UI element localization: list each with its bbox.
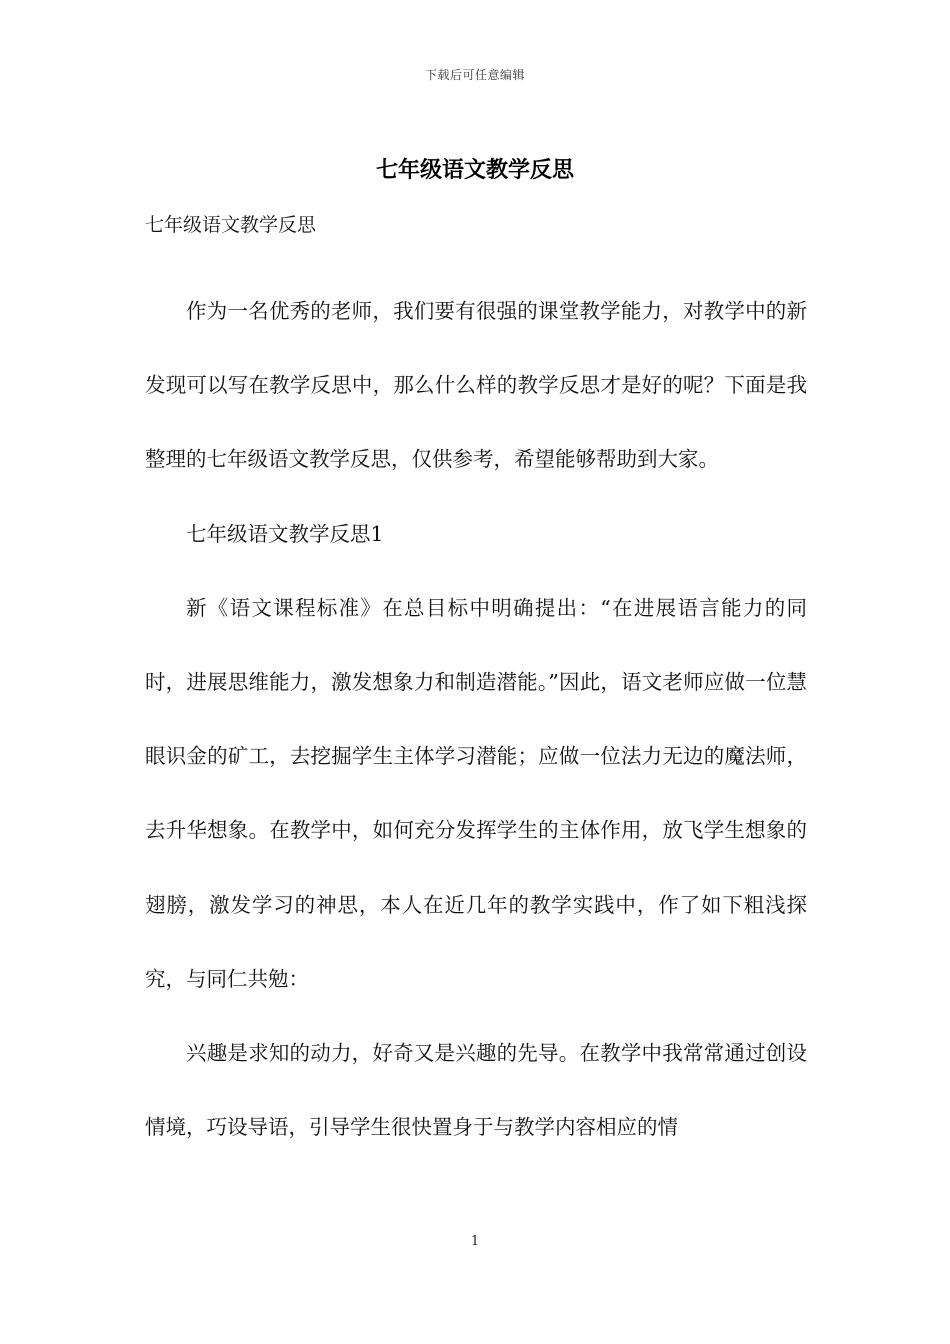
paragraph-body: 兴趣是求知的动力，好奇又是兴趣的先导。在教学中我常常通过创设情境，巧设导语，引导学生很快置身于与教学内容相应的情 (145, 1041, 807, 1140)
document-subtitle: 七年级语文教学反思 (145, 214, 317, 236)
paragraph-intro: 作为一名优秀的老师，我们要有很强的课堂教学能力，对教学中的新发现可以写在教学反思中，那么什么样的教学反思才是好的呢？下面是我整理的七年级语文教学反思，仅供参考，希望能够帮助到大家。 (145, 299, 807, 472)
header-note: 下载后可任意编辑 (424, 68, 525, 82)
document-body (145, 274, 807, 1164)
paragraph-body: 新《语文课程标准》在总目标中明确提出：“在进展语言能力的同时，进展思维能力，激发想象力和制造潜能。”因此，语文老师应做一位慧眼识金的矿工，去挖掘学生主体学习潜能；应做一位法力无边的魔法师，去升华想象。在教学中，如何充分发挥学生的主体作用，放飞学生想象的翅膀，激发学习的神思，本人在近几年的教学实践中，作了如下粗浅探究，与同仁共勉： (145, 595, 807, 991)
document-title: 七年级语文教学反思 (375, 157, 574, 183)
section-heading: 七年级语文教学反思1 (186, 521, 384, 546)
page-number: 1 (470, 1234, 480, 1249)
